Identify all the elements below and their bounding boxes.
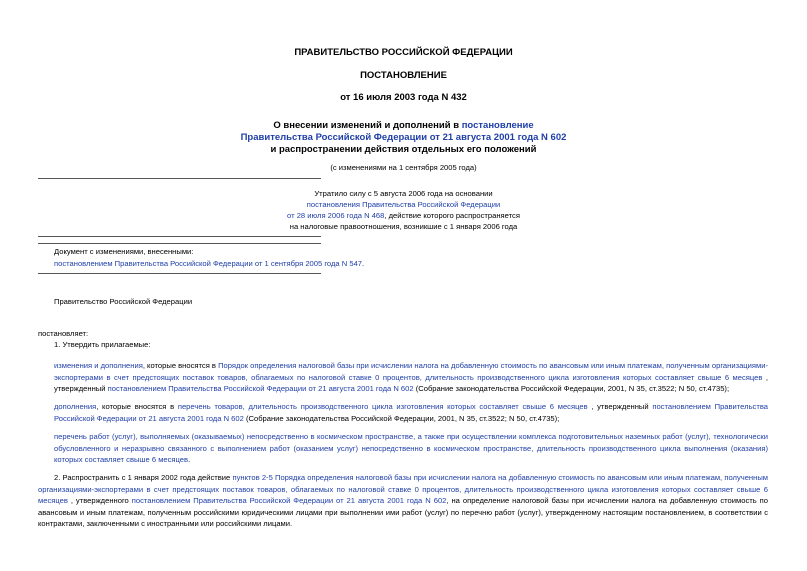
document-link[interactable]: Порядок определения налоговой базы при исчислении налога на добавленную стоимость по авансовым или иным платежам, полученным организациями-экспортерами в счет предстоящих поставок товаров, облагаемых по налоговой ставке 0 процентов, длительность производственного цикла изготовления которых составляет свыше 6 месяцев [54, 361, 768, 382]
document-link[interactable]: пунктов 2-5 Порядка определения налоговой базы при исчислении налога на добавленную стоимость по авансовым или иным платежам, полученным организациями-экспортерами в счет предстоящих поставок товаров, облагаемых по налоговой ставке 0 процентов, длительность производственного цикла изготовления которых составляет свыше 6 месяцев [38, 473, 768, 505]
paragraph-item-2 [38, 472, 768, 530]
expiry-line-4: на налоговые правоотношения, возникшие с 1 января 2006 года [289, 222, 518, 231]
separator [38, 273, 321, 274]
paragraph-text: (Собрание законодательства Российской Федерации, 2001, N 35, ст.3522; N 50, ст.4735); [243, 413, 560, 423]
document-date: от 16 июля 2003 года N 432 [340, 92, 467, 103]
paragraph-text: , утвержденный [54, 372, 768, 393]
expiry-link-postanovlenie[interactable]: постановления Правительства Российской Федерации [306, 200, 501, 209]
resolves-word: постановляет: [38, 329, 89, 338]
title-line-1 [0, 120, 807, 131]
title-line-3: и распространении действия отдельных его положений [270, 144, 537, 155]
document-link[interactable]: постановлением Правительства Российской Федерации от 21 августа 2001 года N 602 [107, 384, 414, 393]
document-link[interactable]: изменения и дополнения [54, 361, 143, 370]
paragraph-text: , на определение налоговой базы при исчислении налога на добавленную стоимость по авансовым и иным платежам, полученным российскими юридическими лицами при выполнении ими работ (услуг) по перечню работ (услуг), утвержденному настоящим постановлением, в соответствии с контрактами, заключенными с иностранными или российскими лицами. [38, 496, 768, 528]
expiry-line-3 [0, 211, 807, 220]
title-link-602[interactable]: Правительства Российской Федерации от 21 августа 2001 года N 602 [240, 132, 567, 143]
document-link[interactable]: перечень товаров, длительность производственного цикла изготовления которых составляет свыше 6 месяцев [177, 402, 588, 411]
paragraph-text: (Собрание законодательства Российской Федерации, 2001, N 35, ст.3522; N 50, ст.4735); [413, 384, 730, 393]
document-link[interactable]: дополнения [54, 402, 97, 411]
separator [38, 178, 321, 179]
document-link[interactable]: постановлением Правительства Российской Федерации от 21 августа 2001 года N 602 [131, 496, 447, 505]
expiry-line-1: Утратило силу с 5 августа 2006 года на основании [314, 189, 493, 198]
changes-tail: . [362, 259, 365, 268]
title-line-1-text: О внесении изменений и дополнений в [273, 120, 462, 131]
expiry-line-3-text: , действие которого распространяется [384, 211, 520, 220]
changes-intro: Документ с изменениями, внесенными: [54, 247, 194, 256]
paragraph-text: , утвержденный [587, 402, 653, 411]
item-1: 1. Утвердить прилагаемые: [54, 340, 151, 349]
changes-link-547[interactable]: постановлением Правительства Российской Федерации от 1 сентября 2005 года N 547 [54, 259, 363, 268]
paragraph-additions [54, 401, 768, 424]
document-type: ПОСТАНОВЛЕНИЕ [360, 70, 447, 81]
separator [38, 236, 321, 237]
expiry-link-468[interactable]: от 28 июля 2006 года N 468 [287, 211, 385, 220]
paragraph-text: . [188, 455, 191, 464]
paragraph-text: , которые вносятся в [142, 361, 219, 370]
paragraph-text: , которые вносятся в [96, 402, 178, 411]
separator [38, 243, 321, 244]
government-name: Правительство Российской Федерации [54, 297, 193, 306]
paragraph-changes [54, 360, 768, 395]
amendment-note: (с изменениями на 1 сентября 2005 года) [330, 163, 477, 172]
title-link-postanovlenie[interactable]: постановление [461, 120, 534, 131]
government-heading: ПРАВИТЕЛЬСТВО РОССИЙСКОЙ ФЕДЕРАЦИИ [294, 47, 513, 58]
changes-line [54, 259, 364, 268]
paragraph-text: , утвержденного [67, 496, 132, 505]
document-link[interactable]: постановлением Правительства Российской Федерации от 21 августа 2001 года N 602 [54, 402, 768, 423]
paragraph-services-list [54, 431, 768, 466]
paragraph-text: 2. Распространить с 1 января 2002 года действие [54, 473, 233, 482]
document-link[interactable]: перечень работ (услуг), выполняемых (оказываемых) непосредственно в космическом пространстве, а также при осуществлении комплекса подготовительных наземных работ (услуг), технологически обусловленного и неразрывно связанного с выполнением работ (оказанием услуг) непосредственно в космическом пространстве, длительность производственного цикла выполнения (оказания) которых составляет свыше 6 месяцев [54, 432, 768, 464]
